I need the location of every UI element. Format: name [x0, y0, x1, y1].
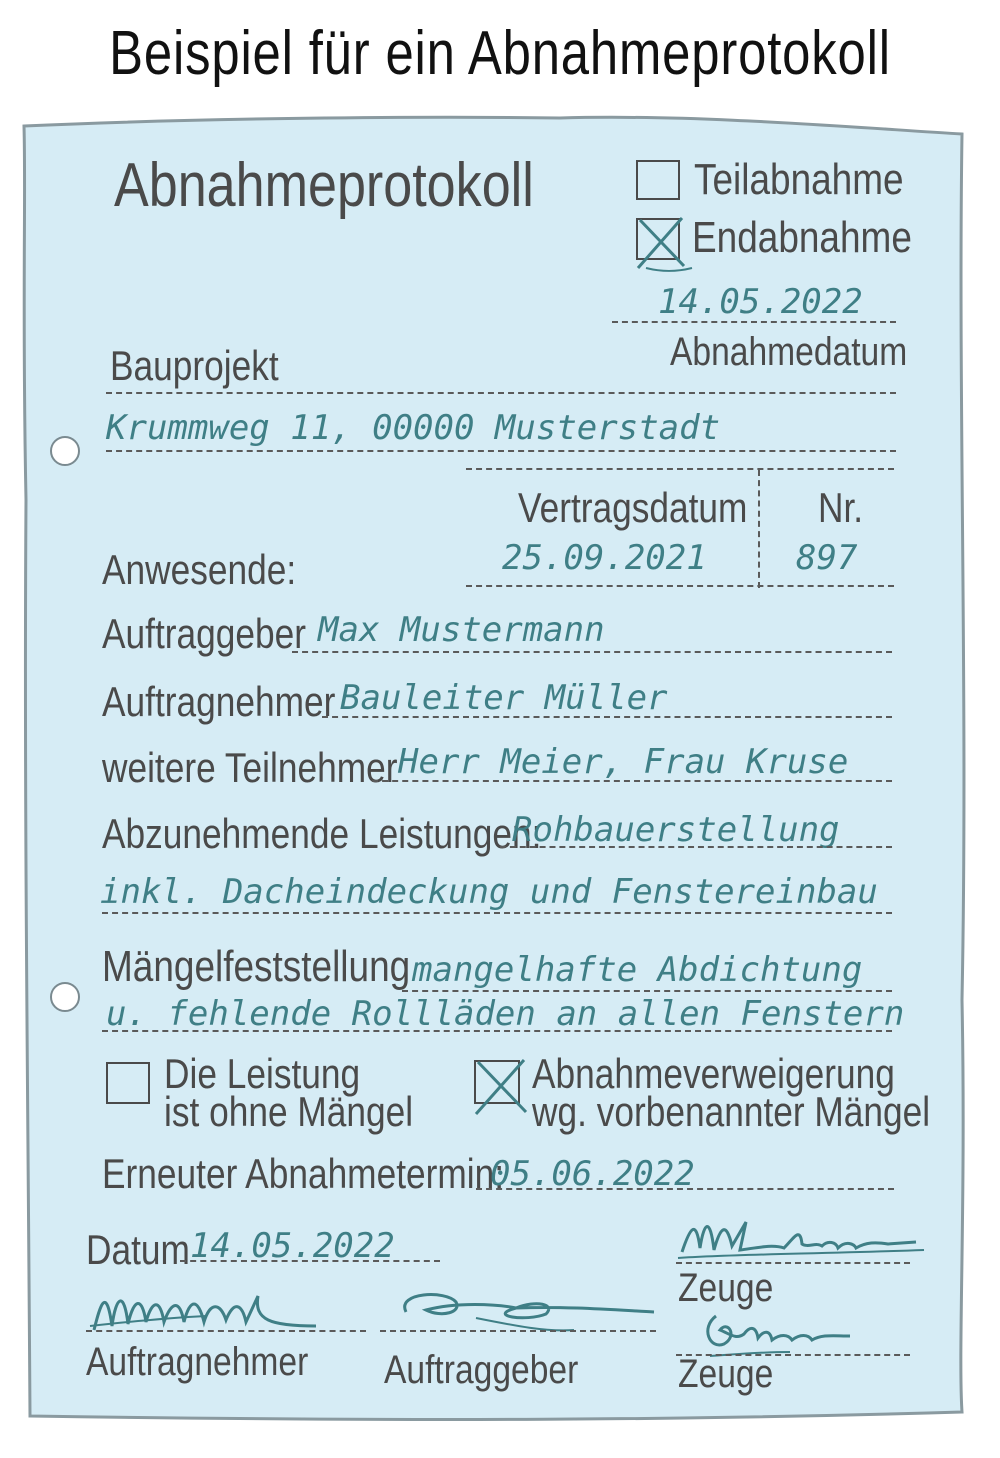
teilabnahme-label: Teilabnahme: [694, 155, 904, 204]
datum-line: [180, 1260, 440, 1262]
teilabnahme-checkbox[interactable]: [636, 160, 680, 200]
vertrag-line-bottom: [466, 585, 894, 587]
abnahmedatum-value: 14.05.2022: [658, 282, 863, 322]
auftraggeber-line: [292, 651, 892, 653]
auftragnehmer-sig-line: [86, 1330, 366, 1332]
erneuter-termin-line: [476, 1188, 894, 1190]
weitere-teilnehmer-label: weitere Teilnehmer: [102, 744, 398, 791]
bauprojekt-line: [106, 450, 896, 452]
bauprojekt-line-top: [106, 392, 896, 394]
ohne-maengel-line1: Die Leistung: [164, 1050, 361, 1097]
endabnahme-checkbox[interactable]: [636, 218, 680, 260]
punch-hole-bottom: [50, 982, 80, 1012]
endabnahme-label: Endabnahme: [692, 213, 912, 262]
check-cross-icon: [632, 214, 692, 272]
ohne-maengel-checkbox[interactable]: [106, 1062, 150, 1104]
punch-hole-top: [50, 436, 80, 466]
auftraggeber-label: Auftraggeber: [102, 610, 306, 657]
leistungen-line2: [102, 912, 892, 914]
vertrag-divider: [758, 470, 760, 588]
zeuge1-signature: [676, 1208, 926, 1268]
verweigerung-line2: wg. vorbenannter Mängel: [532, 1088, 931, 1135]
verweigerung-checkbox[interactable]: [474, 1060, 520, 1104]
datum-label: Datum: [86, 1226, 190, 1273]
auftragnehmer-sig-label: Auftragnehmer: [86, 1340, 309, 1384]
check-cross-icon: [470, 1056, 534, 1118]
form-title: Abnahmeprotokoll: [114, 151, 534, 220]
leistungen-line1: [500, 846, 892, 848]
maengel-line1: [402, 990, 892, 992]
zeuge1-label: Zeuge: [678, 1266, 774, 1310]
verweigerung-line1: Abnahmeverweigerung: [532, 1050, 895, 1097]
erneuter-termin-value: 05.06.2022: [490, 1154, 695, 1194]
vertrag-line-top: [466, 468, 894, 470]
page-heading: Beispiel für ein Abnahmeprotokoll: [109, 19, 891, 88]
maengel-label: Mängelfeststellung: [102, 942, 411, 991]
erneuter-termin-label: Erneuter Abnahmetermin:: [102, 1150, 505, 1197]
vertragsdatum-value: 25.09.2021: [502, 538, 707, 578]
weitere-teilnehmer-value: Herr Meier, Frau Kruse: [398, 742, 849, 782]
bauprojekt-label: Bauprojekt: [110, 342, 279, 389]
auftraggeber-sig-line: [380, 1330, 656, 1332]
leistungen-value-line2: inkl. Dacheindeckung und Fenstereinbau: [100, 872, 878, 912]
ohne-maengel-line2: ist ohne Mängel: [164, 1088, 414, 1135]
auftraggeber-sig-label: Auftraggeber: [384, 1348, 579, 1392]
abnahmedatum-label: Abnahmedatum: [670, 330, 908, 374]
vertragsdatum-label: Vertragsdatum: [518, 484, 748, 531]
weitere-teilnehmer-line: [372, 780, 892, 782]
auftragnehmer-value: Bauleiter Müller: [340, 678, 668, 718]
nr-label: Nr.: [818, 484, 864, 531]
auftraggeber-value: Max Mustermann: [318, 610, 605, 650]
auftragnehmer-line: [322, 716, 892, 718]
maengel-value-line1: mangelhafte Abdichtung: [412, 950, 863, 990]
abnahmedatum-line: [612, 321, 896, 323]
auftraggeber-signature: [386, 1282, 666, 1342]
bauprojekt-value: Krummweg 11, 00000 Musterstadt: [106, 408, 721, 448]
zeuge1-line: [676, 1262, 910, 1264]
auftragnehmer-label: Auftragnehmer: [102, 678, 336, 725]
maengel-line2: [102, 1030, 892, 1032]
anwesende-label: Anwesende:: [102, 546, 297, 593]
leistungen-value-line1: Rohbauerstellung: [512, 810, 840, 850]
maengel-value-line2: u. fehlende Rollläden an allen Fenstern: [106, 994, 905, 1034]
leistungen-label: Abzunehmende Leistungen:: [102, 810, 542, 857]
datum-value: 14.05.2022: [190, 1226, 395, 1266]
nr-value: 897: [796, 538, 858, 578]
zeuge2-label: Zeuge: [678, 1352, 774, 1396]
auftragnehmer-signature: [86, 1276, 336, 1336]
